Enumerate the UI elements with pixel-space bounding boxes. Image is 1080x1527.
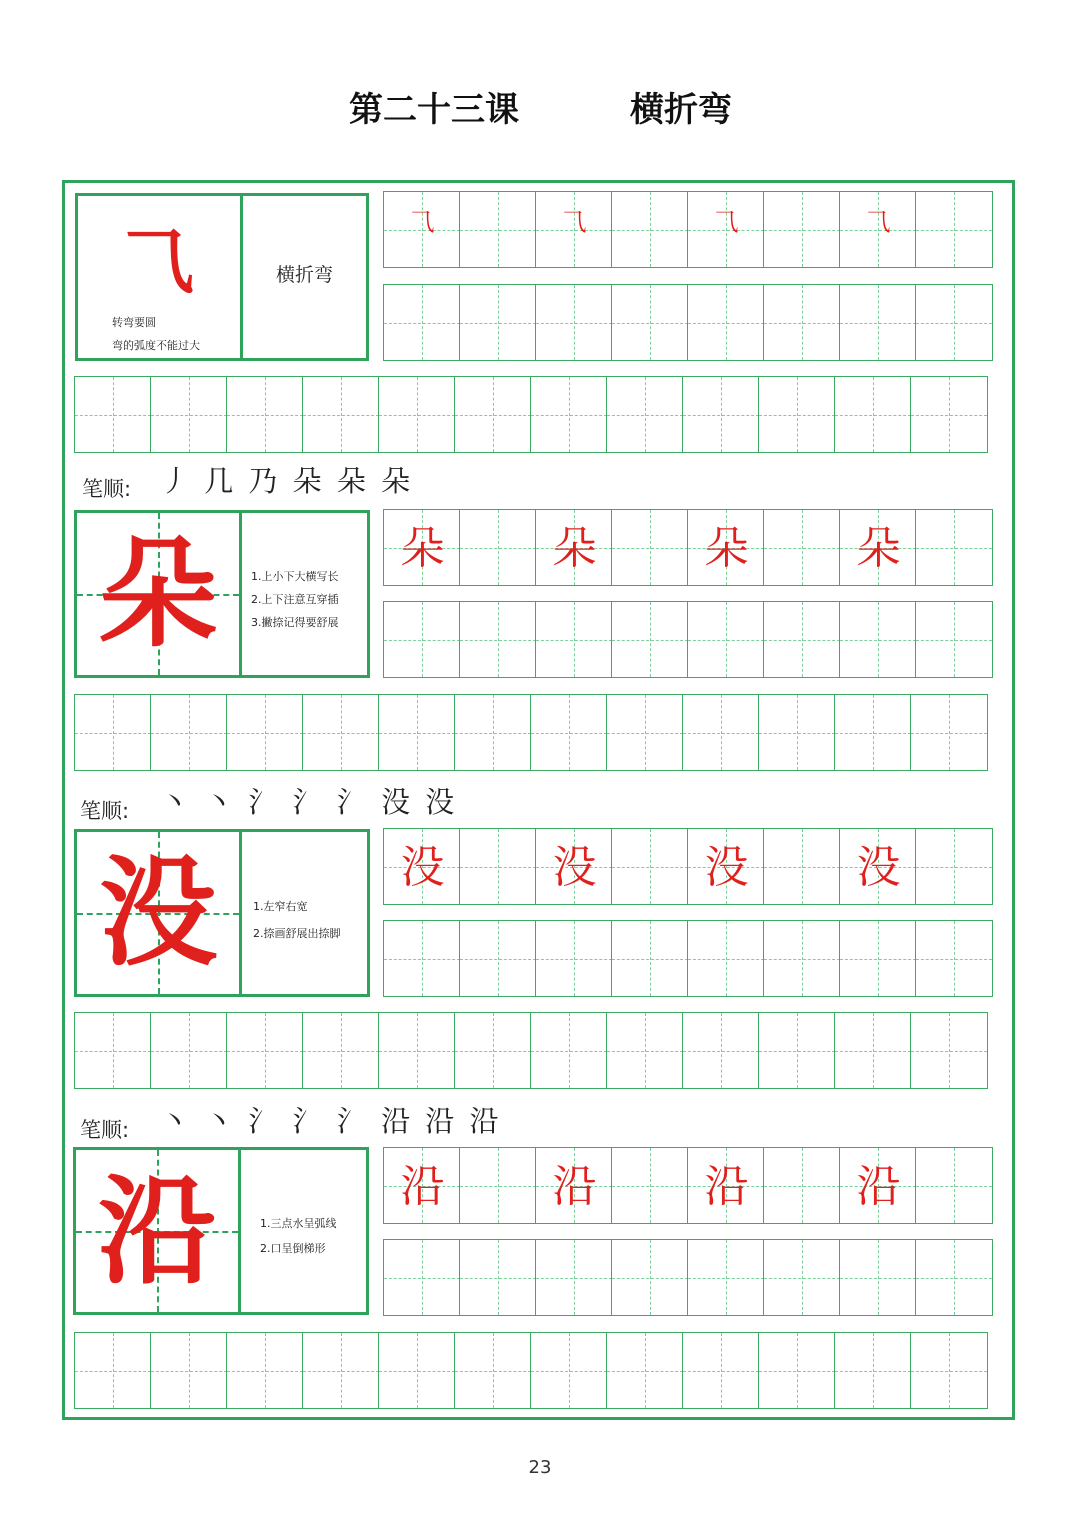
grid-cell[interactable] <box>687 191 765 268</box>
practice-row <box>383 601 991 678</box>
grid-cell[interactable] <box>530 694 608 771</box>
grid-cell[interactable] <box>454 694 532 771</box>
character-tips <box>260 1211 337 1261</box>
grid-cell[interactable] <box>459 191 537 268</box>
trace-glyph: ⺄ <box>866 208 891 236</box>
grid-cell[interactable] <box>535 920 613 997</box>
practice-row-full-3 <box>74 1012 986 1089</box>
stroke-demo-box <box>75 193 243 361</box>
character-demo-box <box>74 829 242 997</box>
trace-glyph: 没 <box>552 841 597 893</box>
practice-row-full-4 <box>74 1332 986 1409</box>
trace-glyph: 朵 <box>704 522 749 574</box>
stroke-name-box <box>243 193 369 361</box>
grid-cell[interactable] <box>459 1147 537 1224</box>
grid-cell[interactable] <box>454 376 532 453</box>
grid-cell[interactable] <box>834 1012 912 1089</box>
grid-cell[interactable] <box>839 1147 917 1224</box>
character-demo-box <box>73 1147 241 1315</box>
grid-cell[interactable] <box>839 920 917 997</box>
stroke-order-label: 笔顺: <box>80 1118 130 1142</box>
character-tips <box>253 893 341 947</box>
grid-cell[interactable] <box>611 284 689 361</box>
character-tip-1: 1.左窄右宽 <box>253 900 308 913</box>
grid-cell[interactable] <box>687 284 765 361</box>
grid-cell[interactable] <box>687 1147 765 1224</box>
trace-glyph: 沿 <box>552 1160 597 1212</box>
character-tip-2: 2.捺画舒展出捺脚 <box>253 927 341 940</box>
grid-cell[interactable] <box>611 1147 689 1224</box>
character-tips-box <box>242 829 370 997</box>
grid-cell[interactable] <box>383 828 461 905</box>
grid-cell[interactable] <box>530 1012 608 1089</box>
grid-cell[interactable] <box>687 601 765 678</box>
grid-cell[interactable] <box>459 509 537 586</box>
grid-cell[interactable] <box>910 694 988 771</box>
character-tips-box <box>241 1147 369 1315</box>
grid-cell[interactable] <box>682 376 760 453</box>
grid-cell[interactable] <box>915 284 993 361</box>
grid-cell[interactable] <box>687 828 765 905</box>
grid-cell[interactable] <box>606 694 684 771</box>
trace-glyph: 没 <box>856 841 901 893</box>
grid-cell[interactable] <box>74 376 152 453</box>
trace-row <box>383 1147 991 1224</box>
grid-cell[interactable] <box>459 601 537 678</box>
grid-cell[interactable] <box>150 1012 228 1089</box>
grid-cell[interactable] <box>915 828 993 905</box>
lesson-topic: 横折弯 <box>630 90 732 130</box>
practice-row-full-1 <box>74 376 986 453</box>
grid-cell[interactable] <box>74 1012 152 1089</box>
grid-cell[interactable] <box>535 191 613 268</box>
grid-cell[interactable] <box>611 509 689 586</box>
grid-cell[interactable] <box>383 509 461 586</box>
grid-cell[interactable] <box>758 1332 836 1409</box>
character-demo-glyph: 没 <box>98 844 217 982</box>
grid-cell[interactable] <box>150 376 228 453</box>
grid-cell[interactable] <box>383 284 461 361</box>
grid-cell[interactable] <box>530 1332 608 1409</box>
grid-cell[interactable] <box>459 284 537 361</box>
grid-cell[interactable] <box>758 694 836 771</box>
grid-cell[interactable] <box>758 1012 836 1089</box>
grid-cell[interactable] <box>839 509 917 586</box>
grid-cell[interactable] <box>611 828 689 905</box>
trace-glyph: 沿 <box>400 1160 445 1212</box>
grid-cell[interactable] <box>763 828 841 905</box>
trace-glyph: 沿 <box>704 1160 749 1212</box>
grid-cell[interactable] <box>763 284 841 361</box>
grid-cell[interactable] <box>834 1332 912 1409</box>
lesson-number: 第二十三课 <box>349 90 519 130</box>
grid-cell[interactable] <box>535 1147 613 1224</box>
grid-cell[interactable] <box>535 284 613 361</box>
stroke-order-sequence: 丶 丶 氵 氵 氵 沿 沿 沿 <box>160 1104 502 1138</box>
grid-cell[interactable] <box>839 1239 917 1316</box>
grid-cell[interactable] <box>459 828 537 905</box>
grid-cell[interactable] <box>535 509 613 586</box>
character-tips <box>251 565 339 634</box>
practice-row <box>383 920 991 997</box>
character-demo-glyph: 沿 <box>97 1162 216 1300</box>
stroke-tip-2: 弯的弧度不能过大 <box>112 339 200 352</box>
grid-cell[interactable] <box>606 376 684 453</box>
grid-cell[interactable] <box>839 284 917 361</box>
grid-cell[interactable] <box>226 694 304 771</box>
grid-cell[interactable] <box>378 1012 456 1089</box>
trace-row <box>383 509 991 586</box>
trace-glyph: 没 <box>704 841 749 893</box>
grid-cell[interactable] <box>535 1239 613 1316</box>
grid-cell[interactable] <box>383 920 461 997</box>
practice-row <box>383 1239 991 1316</box>
grid-cell[interactable] <box>834 376 912 453</box>
grid-cell[interactable] <box>74 1332 152 1409</box>
grid-cell[interactable] <box>682 1012 760 1089</box>
grid-cell[interactable] <box>834 694 912 771</box>
grid-cell[interactable] <box>915 601 993 678</box>
page-number: 23 <box>528 1457 552 1478</box>
trace-glyph: 朵 <box>400 522 445 574</box>
grid-cell[interactable] <box>763 191 841 268</box>
page-title <box>0 82 1080 132</box>
grid-cell[interactable] <box>910 1012 988 1089</box>
grid-cell[interactable] <box>226 376 304 453</box>
character-tip-2: 2.上下注意互穿插 <box>251 593 339 606</box>
character-tips-box <box>242 510 370 678</box>
grid-cell[interactable] <box>383 191 461 268</box>
grid-cell[interactable] <box>535 601 613 678</box>
grid-cell[interactable] <box>302 694 380 771</box>
grid-cell[interactable] <box>910 376 988 453</box>
grid-cell[interactable] <box>611 1239 689 1316</box>
trace-glyph: 没 <box>400 841 445 893</box>
grid-cell[interactable] <box>915 509 993 586</box>
stroke-order-sequence: 丿 几 乃 朵 朵 朵 <box>160 464 414 498</box>
grid-cell[interactable] <box>839 191 917 268</box>
character-tip-1: 1.上小下大横写长 <box>251 570 339 583</box>
grid-cell[interactable] <box>839 828 917 905</box>
grid-cell[interactable] <box>535 828 613 905</box>
grid-cell[interactable] <box>378 1332 456 1409</box>
trace-glyph: ⺄ <box>714 208 739 236</box>
grid-cell[interactable] <box>687 1239 765 1316</box>
grid-cell[interactable] <box>530 376 608 453</box>
grid-cell[interactable] <box>378 376 456 453</box>
grid-cell[interactable] <box>915 920 993 997</box>
grid-cell[interactable] <box>763 920 841 997</box>
grid-cell[interactable] <box>459 920 537 997</box>
grid-cell[interactable] <box>378 694 456 771</box>
stroke-demo-glyph: ⺄ <box>124 221 194 303</box>
character-tip-2: 2.口呈倒梯形 <box>260 1242 326 1255</box>
grid-cell[interactable] <box>758 376 836 453</box>
stroke-tip-1: 转弯要圆 <box>112 316 156 329</box>
stroke-order-label: 笔顺: <box>82 477 132 501</box>
grid-cell[interactable] <box>302 1332 380 1409</box>
trace-glyph: ⺄ <box>410 208 435 236</box>
trace-glyph: 朵 <box>856 522 901 574</box>
grid-cell[interactable] <box>226 1012 304 1089</box>
grid-cell[interactable] <box>383 1239 461 1316</box>
grid-cell[interactable] <box>763 509 841 586</box>
grid-cell[interactable] <box>763 1239 841 1316</box>
grid-cell[interactable] <box>687 920 765 997</box>
trace-glyph: ⺄ <box>562 208 587 236</box>
grid-cell[interactable] <box>606 1012 684 1089</box>
grid-cell[interactable] <box>910 1332 988 1409</box>
grid-cell[interactable] <box>454 1332 532 1409</box>
stroke-order-sequence: 丶 丶 氵 氵 氵 没 没 <box>160 785 458 819</box>
grid-cell[interactable] <box>682 1332 760 1409</box>
stroke-practice-row-1 <box>383 191 991 268</box>
trace-glyph: 沿 <box>856 1160 901 1212</box>
grid-cell[interactable] <box>682 694 760 771</box>
stroke-practice-row-2 <box>383 284 991 361</box>
grid-cell[interactable] <box>383 1147 461 1224</box>
grid-cell[interactable] <box>150 1332 228 1409</box>
trace-glyph: 朵 <box>552 522 597 574</box>
grid-cell[interactable] <box>915 191 993 268</box>
character-demo-box <box>74 510 242 678</box>
character-demo-glyph: 朵 <box>98 525 217 663</box>
stroke-name: 横折弯 <box>275 264 333 286</box>
character-tip-3: 3.撇捺记得要舒展 <box>251 616 339 629</box>
grid-cell[interactable] <box>763 1147 841 1224</box>
grid-cell[interactable] <box>687 509 765 586</box>
character-tip-1: 1.三点水呈弧线 <box>260 1217 337 1230</box>
grid-cell[interactable] <box>611 191 689 268</box>
stroke-order-label: 笔顺: <box>80 799 130 823</box>
grid-cell[interactable] <box>611 920 689 997</box>
practice-row-full-2 <box>74 694 986 771</box>
grid-cell[interactable] <box>454 1012 532 1089</box>
grid-cell[interactable] <box>611 601 689 678</box>
trace-row <box>383 828 991 905</box>
grid-cell[interactable] <box>606 1332 684 1409</box>
grid-cell[interactable] <box>302 376 380 453</box>
grid-cell[interactable] <box>839 601 917 678</box>
grid-cell[interactable] <box>915 1239 993 1316</box>
grid-cell[interactable] <box>226 1332 304 1409</box>
grid-cell[interactable] <box>459 1239 537 1316</box>
grid-cell[interactable] <box>383 601 461 678</box>
grid-cell[interactable] <box>302 1012 380 1089</box>
grid-cell[interactable] <box>74 694 152 771</box>
grid-cell[interactable] <box>150 694 228 771</box>
grid-cell[interactable] <box>915 1147 993 1224</box>
grid-cell[interactable] <box>763 601 841 678</box>
